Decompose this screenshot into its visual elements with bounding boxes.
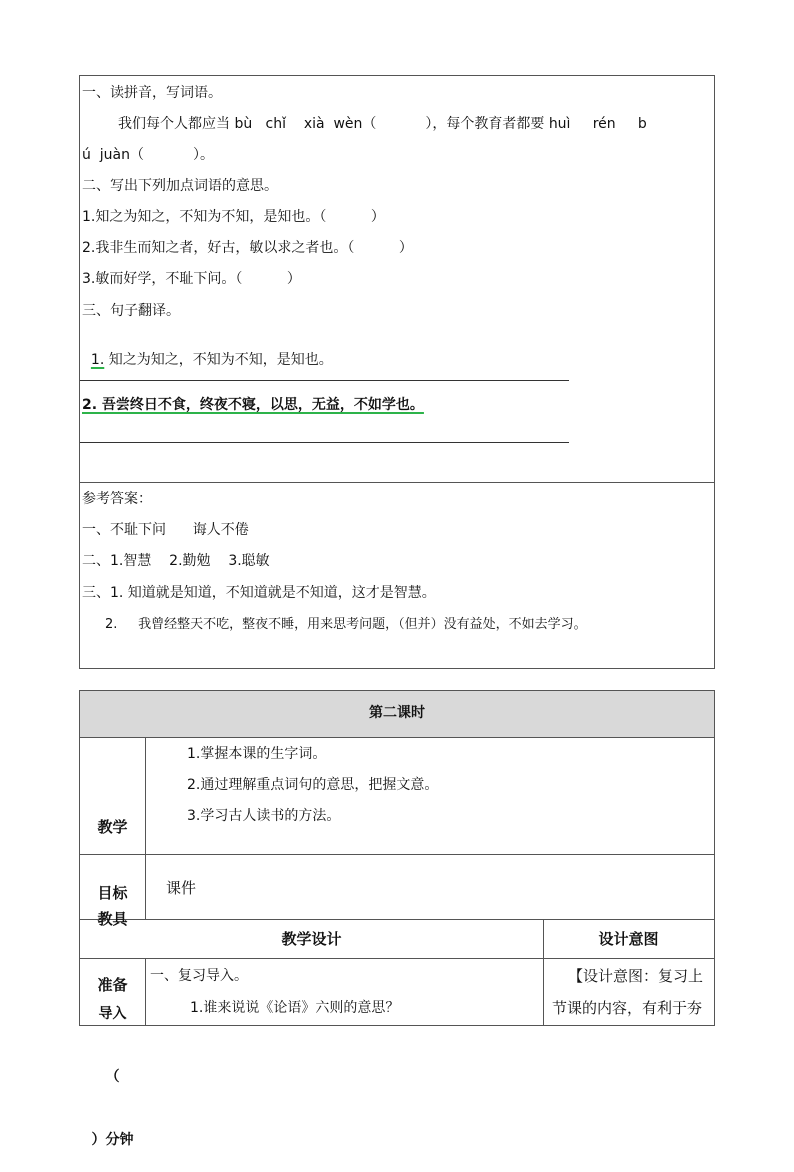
answer-line-1 bbox=[80, 380, 569, 381]
goal-item-3: 3.学习古人读书的方法。 bbox=[187, 808, 341, 824]
prep-value: 课件 bbox=[166, 879, 197, 897]
intro-label-line-1: 导入 bbox=[98, 1006, 127, 1022]
row-divider-1 bbox=[79, 737, 715, 738]
intent-text-line-1: 【设计意图：复习上 bbox=[568, 967, 704, 985]
intent-text-line-2: 节课的内容，有利于夯 bbox=[552, 999, 703, 1017]
exercise-box bbox=[79, 75, 715, 669]
lesson-title: 第二课时 bbox=[369, 705, 425, 721]
q1-heading: 一、读拼音，写词语。 bbox=[82, 85, 222, 101]
intro-label-line-3: ）分钟 bbox=[91, 1132, 134, 1148]
q3-heading: 三、句子翻译。 bbox=[82, 303, 180, 319]
intro-step: 一、复习导入。 bbox=[150, 968, 248, 984]
col-divider-label-intro bbox=[145, 958, 146, 1026]
goal-item-2: 2.通过理解重点词句的意思，把握文意。 bbox=[187, 777, 439, 793]
answers-heading: 参考答案： bbox=[82, 491, 152, 507]
q3-item-1-text: 知之为知之，不知为不知，是知也。 bbox=[104, 352, 333, 368]
intro-question: 1.谁来说说《论语》六则的意思？ bbox=[190, 1000, 400, 1016]
intro-label bbox=[80, 962, 145, 1172]
q2-heading: 二、写出下列加点词语的意思。 bbox=[82, 178, 278, 194]
answer-4: 2. 我曾经整天不吃，整夜不睡，用来思考问题，（但并）没有益处，不如去学习。 bbox=[105, 617, 587, 632]
q3-item-1-number: 1. bbox=[90, 352, 105, 368]
q2-item-1: 1.知之为知之，不知为不知，是知也。（ ） bbox=[82, 209, 385, 225]
row-divider-3 bbox=[79, 919, 715, 920]
answer-3: 三、1. 知道就是知道，不知道就是不知道，这才是智慧。 bbox=[82, 585, 436, 601]
goals-label-line-2: 目标 bbox=[97, 884, 128, 902]
row-divider-2 bbox=[79, 854, 715, 855]
q1-line1: 我们每个人都应当 bù chǐ xià wèn（ ），每个教育者都要 huì rén b bbox=[118, 116, 647, 132]
prep-label-line-1: 教具 bbox=[97, 910, 128, 928]
prep-label-line-2: 准备 bbox=[97, 976, 128, 994]
intro-label-line-2: （ bbox=[105, 1069, 120, 1085]
q3-item-1 bbox=[82, 333, 333, 369]
goal-item-1: 1.掌握本课的生字词。 bbox=[187, 746, 327, 762]
row-divider-4 bbox=[79, 958, 715, 959]
intent-header: 设计意图 bbox=[598, 930, 659, 948]
q2-item-2: 2.我非生而知之者，好古，敏以求之者也。（ ） bbox=[82, 240, 413, 256]
answer-1: 一、不耻下问 诲人不倦 bbox=[82, 522, 249, 538]
answer-2: 二、1.智慧 2.勤勉 3.聪敏 bbox=[82, 553, 270, 569]
goals-label-line-1: 教学 bbox=[97, 818, 128, 836]
answer-line-2 bbox=[80, 442, 569, 443]
q3-item-2: 2. 吾尝终日不食，终夜不寝，以思，无益，不如学也。 bbox=[82, 397, 424, 413]
answers-divider bbox=[79, 482, 715, 483]
q2-item-3: 3.敏而好学，不耻下问。（ ） bbox=[82, 271, 301, 287]
col-divider-label bbox=[145, 737, 146, 919]
q1-line2: ú juàn（ ）。 bbox=[82, 147, 214, 163]
design-header: 教学设计 bbox=[281, 930, 342, 948]
